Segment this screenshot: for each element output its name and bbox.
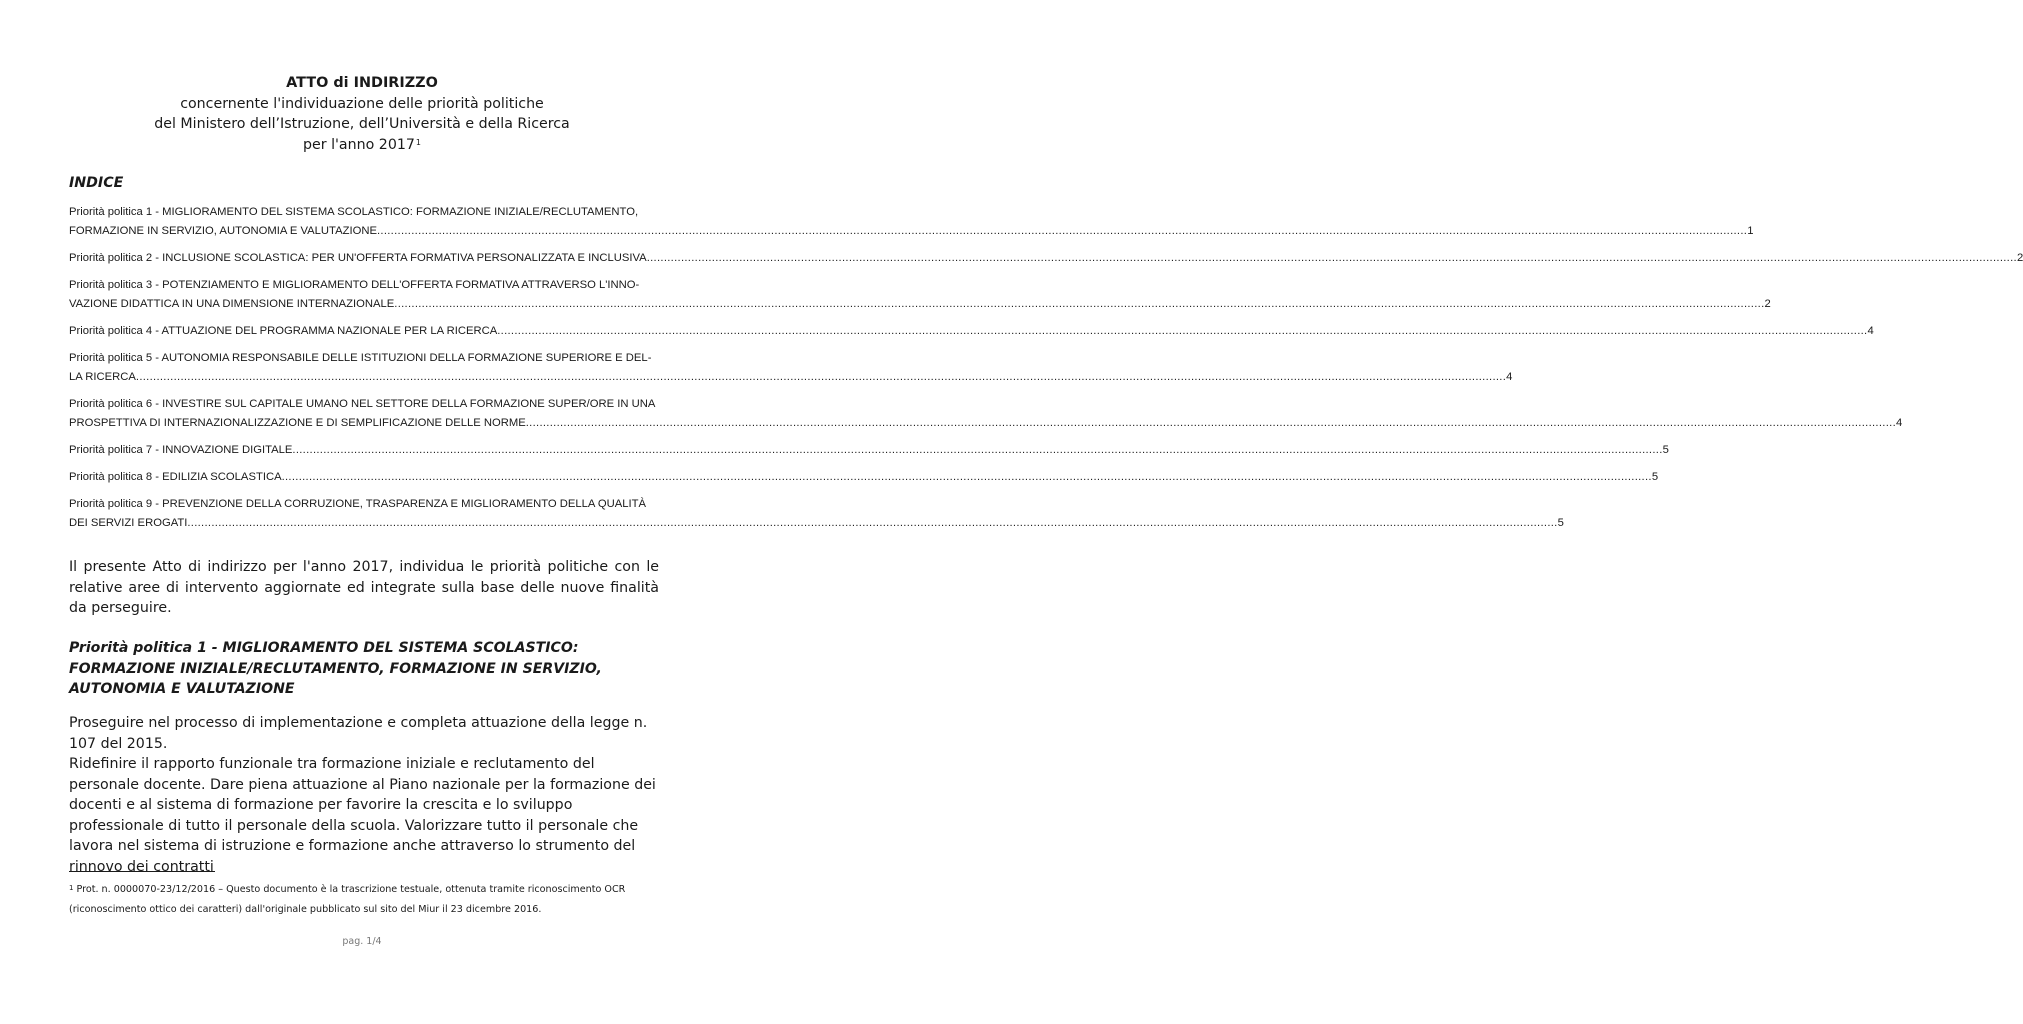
toc-entry-line bbox=[69, 468, 1659, 487]
toc-entry[interactable] bbox=[69, 322, 1874, 341]
toc-dot-leader: ................................................................................................................................................................................................................................................................................................................................................................................................................ bbox=[187, 517, 1558, 529]
toc-page-number: 4 bbox=[1896, 417, 1903, 429]
footnote-number: 1 bbox=[69, 884, 74, 892]
toc-entry-text: Priorità politica 9 - PREVENZIONE DELLA CORRUZIONE, TRASPARENZA E MIGLIORAMENTO DELLA QUALITÀ bbox=[69, 498, 647, 510]
toc-entry[interactable] bbox=[69, 249, 2023, 268]
footnote-text: Prot. n. 0000070-23/12/2016 – Questo documento è la trascrizione testuale, ottenuta tramite riconoscimento OCR (riconoscimento ottico dei caratteri) dall'originale pubblicato sul sito del Miur il 23 dicembre 2016. bbox=[69, 884, 626, 915]
toc-entry-text: Priorità politica 3 - POTENZIAMENTO E MIGLIORAMENTO DELL'OFFERTA FORMATIVA ATTRAVERSO L'INNO- bbox=[69, 279, 640, 291]
toc-dot-leader: ................................................................................................................................................................................................................................................................................................................................................................................................................ bbox=[281, 471, 1652, 483]
toc-page-number: 5 bbox=[1651, 471, 1659, 483]
toc-entry-text: Priorità politica 7 - INNOVAZIONE DIGITALE bbox=[69, 444, 293, 456]
intro-paragraph: Il presente Atto di indirizzo per l'anno 2017, individua le priorità politiche con le relative aree di intervento aggiornate ed integrate sulla base delle nuove finalità da perseguire. bbox=[69, 559, 659, 616]
toc-page-number: 1 bbox=[1747, 225, 1754, 237]
toc-entry-line bbox=[69, 249, 2023, 268]
toc-entry-line bbox=[69, 295, 1771, 314]
toc-dot-leader: ................................................................................................................................................................................................................................................................................................................................................................................................................ bbox=[497, 325, 1868, 337]
toc-entry-line bbox=[69, 222, 1754, 241]
toc-entry-line bbox=[69, 276, 657, 295]
toc-dot-leader: ................................................................................................................................................................................................................................................................................................................................................................................................................ bbox=[292, 444, 1663, 456]
toc-entry-text: VAZIONE DIDATTICA IN UNA DIMENSIONE INTERNAZIONALE bbox=[69, 298, 395, 310]
toc-entry-line bbox=[69, 495, 657, 514]
toc-entry-text: Priorità politica 6 - INVESTIRE SUL CAPITALE UMANO NEL SETTORE DELLA FORMAZIONE SUPER/ORE IN UNA bbox=[69, 398, 656, 410]
document-title: ATTO di INDIRIZZO bbox=[286, 75, 438, 91]
section-heading: Priorità politica 1 - MIGLIORAMENTO DEL SISTEMA SCOLASTICO: FORMAZIONE INIZIALE/RECLUTAMENTO, FORMAZIONE IN SERVIZIO, AUTONOMIA E VALUTAZIONE bbox=[69, 640, 602, 697]
body-paragraph: Proseguire nel processo di implementazione e completa attuazione della legge n. 107 del 2015. bbox=[69, 715, 648, 752]
body-paragraph: Ridefinire il rapporto funzionale tra formazione iniziale e reclutamento del personale docente. Dare piena attuazione al Piano nazionale per la formazione dei docenti e al sistema di formazione per favorire la crescita e lo sviluppo professionale di tutto il personale della scuola. Valorizzare tutto il personale che lavora nel sistema di istruzione e formazione anche attraverso lo strumento del rinnovo dei contratti bbox=[69, 756, 656, 875]
toc-entry[interactable] bbox=[69, 349, 1513, 387]
toc-page-number: 2 bbox=[1764, 298, 1771, 310]
toc-entry-line bbox=[69, 514, 1564, 533]
toc-entry-text: Priorità politica 1 - MIGLIORAMENTO DEL SISTEMA SCOLASTICO: FORMAZIONE INIZIALE/RECLUTAMENTO, bbox=[69, 206, 639, 218]
toc-entry[interactable] bbox=[69, 395, 1903, 433]
toc-entry[interactable] bbox=[69, 203, 1754, 241]
toc-page-number: 2 bbox=[2016, 252, 2023, 264]
toc-entry-text: Priorità politica 8 - EDILIZIA SCOLASTICA bbox=[69, 471, 282, 483]
toc-dot-leader: ................................................................................................................................................................................................................................................................................................................................................................................................................ bbox=[135, 371, 1507, 383]
document-header bbox=[0, 73, 724, 155]
table-of-contents bbox=[69, 203, 2023, 541]
section-body bbox=[69, 713, 659, 877]
header-subtitle-line: del Ministero dell’Istruzione, dell’Università e della Ricerca bbox=[154, 116, 570, 132]
toc-entry-line bbox=[69, 349, 657, 368]
page-number: pag. 1/4 bbox=[342, 936, 382, 947]
toc-entry-text: DEI SERVIZI EROGATI bbox=[69, 517, 188, 529]
toc-page-number: 5 bbox=[1557, 517, 1564, 529]
toc-dot-leader: ................................................................................................................................................................................................................................................................................................................................................................................................................ bbox=[394, 298, 1765, 310]
toc-entry-text: PROSPETTIVA DI INTERNAZIONALIZZAZIONE E DI SEMPLIFICAZIONE DELLE NORME bbox=[69, 417, 526, 429]
toc-entry-text: FORMAZIONE IN SERVIZIO, AUTONOMIA E VALUTAZIONE bbox=[69, 225, 377, 237]
header-subtitle-line: concernente l'individuazione delle priorità politiche bbox=[180, 95, 544, 112]
toc-dot-leader: ................................................................................................................................................................................................................................................................................................................................................................................................................ bbox=[376, 225, 1748, 237]
footnote bbox=[69, 880, 659, 919]
toc-entry[interactable] bbox=[69, 276, 1771, 314]
toc-entry-line bbox=[69, 441, 1669, 460]
header-year-line bbox=[0, 135, 724, 156]
toc-dot-leader: ................................................................................................................................................................................................................................................................................................................................................................................................................ bbox=[646, 252, 2017, 264]
toc-entry-text: Priorità politica 5 - AUTONOMIA RESPONSABILE DELLE ISTITUZIONI DELLA FORMAZIONE SUPERIORE E DEL- bbox=[69, 352, 652, 364]
toc-page-number: 5 bbox=[1662, 444, 1669, 456]
toc-entry-line bbox=[69, 395, 657, 414]
toc-entry-text: LA RICERCA bbox=[69, 371, 136, 383]
toc-entry-line bbox=[69, 322, 1874, 341]
toc-page-number: 4 bbox=[1506, 371, 1513, 383]
toc-entry[interactable] bbox=[69, 495, 1564, 533]
toc-page-number: 4 bbox=[1867, 325, 1874, 337]
footnote-divider bbox=[69, 871, 215, 872]
footnote-reference[interactable]: 1 bbox=[415, 137, 421, 147]
toc-entry-text: Priorità politica 4 - ATTUAZIONE DEL PROGRAMMA NAZIONALE PER LA RICERCA bbox=[69, 325, 498, 337]
toc-entry[interactable] bbox=[69, 441, 1669, 460]
toc-entry-line bbox=[69, 368, 1513, 387]
toc-entry[interactable] bbox=[69, 468, 1659, 487]
toc-entry-text: Priorità politica 2 - INCLUSIONE SCOLASTICA: PER UN'OFFERTA FORMATIVA PERSONALIZZATA E INCLUSIVA bbox=[69, 252, 647, 264]
toc-dot-leader: ................................................................................................................................................................................................................................................................................................................................................................................................................ bbox=[525, 417, 1896, 429]
toc-entry-line bbox=[69, 414, 1903, 433]
header-year-text: per l'anno 2017 bbox=[303, 136, 415, 153]
toc-title: INDICE bbox=[69, 175, 124, 191]
toc-entry-line bbox=[69, 203, 657, 222]
